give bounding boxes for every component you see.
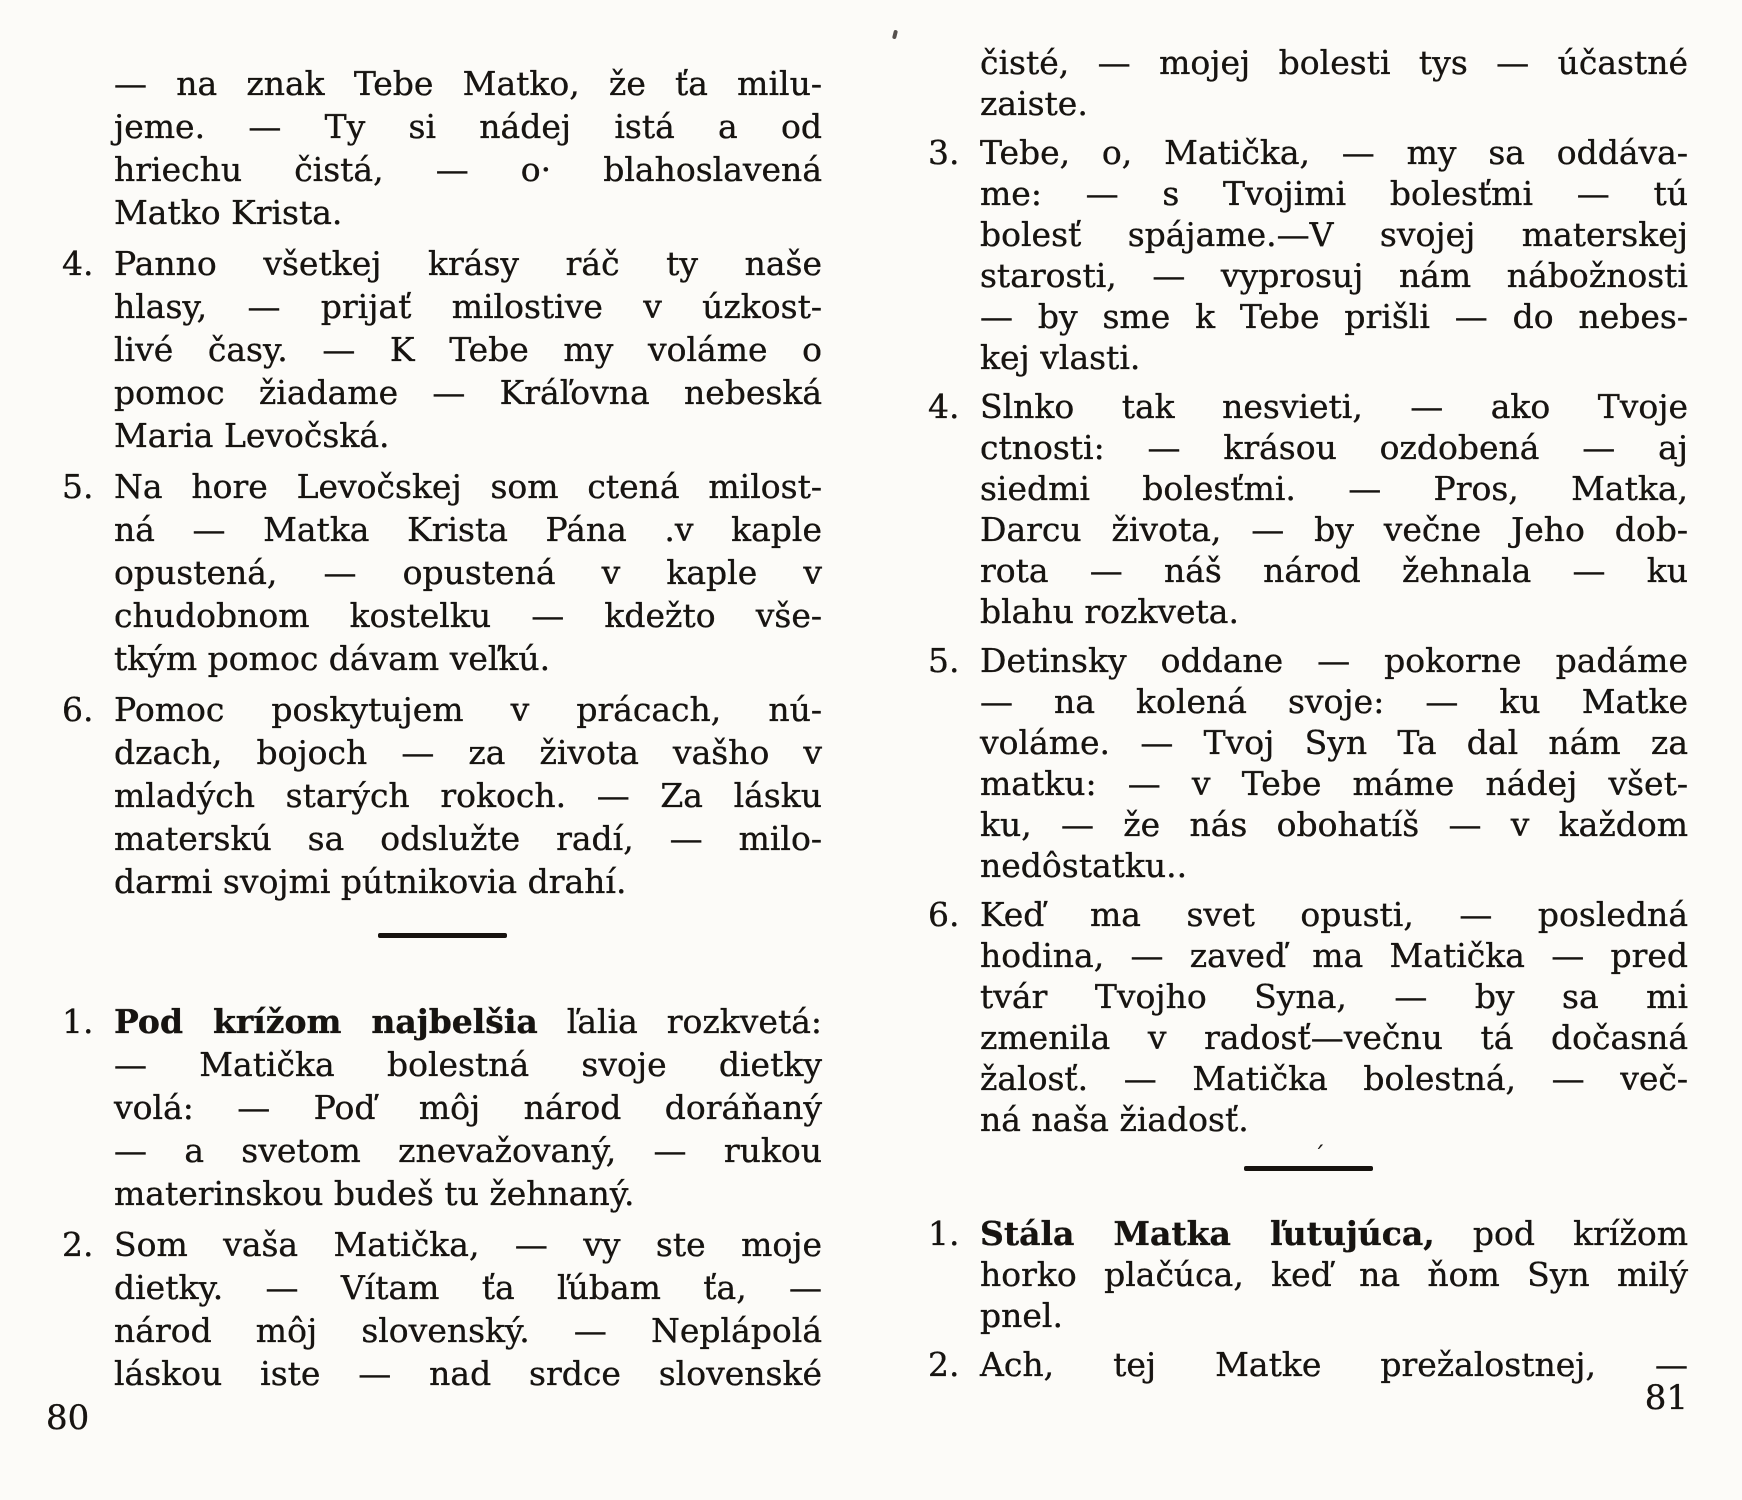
text-line: — a svetom znevažovaný, — rukou xyxy=(114,1131,822,1170)
text-line: blahu rozkveta. xyxy=(980,592,1239,631)
text-line: rota — náš národ žehnala — ku xyxy=(980,551,1688,590)
text-line: zaiste. xyxy=(980,84,1088,123)
verse-number: 2. xyxy=(928,1345,960,1384)
verse-number: 4. xyxy=(62,244,94,283)
text-line: siedmi bolesťmi. — Pros, Matka, xyxy=(980,469,1688,508)
page-number-left: 80 xyxy=(46,1398,90,1438)
text-line: ctnosti: — krásou ozdobená — aj xyxy=(980,428,1688,467)
verse-number: 2. xyxy=(62,1225,94,1264)
text-line: dzach, bojoch — za života vašho v xyxy=(114,733,822,772)
text-line: livé časy. — K Tebe my voláme o xyxy=(114,330,822,369)
left-column xyxy=(62,62,822,1395)
verse-item xyxy=(928,132,1688,378)
text-line: mladých starých rokoch. — Za lásku xyxy=(114,776,822,815)
bold-incipit: Pod krížom najbelšia xyxy=(114,1002,538,1041)
verse-continuation xyxy=(928,42,1688,124)
text-line: hriechu čistá, — o· blahoslavená xyxy=(114,150,822,189)
text-line: darmi svojmi pútnikovia drahí. xyxy=(114,862,627,901)
text-line: hodina, — zaveď ma Matička — pred xyxy=(980,936,1688,975)
verse-item xyxy=(928,1344,1688,1385)
verse-item xyxy=(62,242,822,457)
text-line: starosti, — vyprosuj nám nábožnosti xyxy=(980,256,1688,295)
text-line: opustená, — opustená v kaple v xyxy=(114,553,822,592)
text-line: bolesť spájame.—V svojej materskej xyxy=(980,215,1688,254)
text-line: Detinsky oddane — pokorne padáme xyxy=(980,641,1688,680)
verse-number: 1. xyxy=(928,1214,960,1253)
section-divider-rule xyxy=(378,933,507,938)
text-line: Slnko tak nesvieti, — ako Tvoje xyxy=(980,387,1688,426)
verse-number: 5. xyxy=(928,641,960,680)
text-line: — by sme k Tebe prišli — do nebes- xyxy=(980,297,1688,336)
verse-item xyxy=(62,465,822,680)
text-line: Panno všetkej krásy ráč ty naše xyxy=(114,244,822,283)
text-line: tkým pomoc dávam veľkú. xyxy=(114,639,551,678)
verse-item xyxy=(928,386,1688,632)
text-line: materskú sa odslužte radí, — milo- xyxy=(114,819,822,858)
text-line: ku, — že nás obohatíš — v každom xyxy=(980,805,1688,844)
text-line: žalosť. — Matička bolestná, — več- xyxy=(980,1059,1688,1098)
text-line: ná naša žiadosť. xyxy=(980,1100,1249,1139)
text-line xyxy=(980,1213,1688,1254)
text-line: dietky. — Vítam ťa ľúbam ťa, — xyxy=(114,1268,822,1307)
text-line: kej vlasti. xyxy=(980,338,1141,377)
section-divider-rule xyxy=(1244,1142,1373,1171)
verse-number: 4. xyxy=(928,387,960,426)
verse-continuation xyxy=(62,62,822,234)
text-line: matku: — v Tebe máme nádej všet- xyxy=(980,764,1688,803)
text-line: národ môj slovenský. — Neplápolá xyxy=(114,1311,822,1350)
text-line: — na kolená svoje: — ku Matke xyxy=(980,682,1688,721)
page-number-right: 81 xyxy=(1644,1378,1688,1418)
text-line: zmenila v radosť—večnu tá dočasná xyxy=(980,1018,1688,1057)
verse-item xyxy=(62,688,822,903)
text-line: Darcu života, — by večne Jeho dob- xyxy=(980,510,1688,549)
line-rest: pod krížom xyxy=(1434,1214,1689,1253)
verse-item xyxy=(62,1223,822,1395)
text-line: čisté, — mojej bolesti tys — účastné xyxy=(980,43,1688,82)
right-column xyxy=(928,42,1688,1385)
ink-speck xyxy=(892,30,898,40)
verse-number: 3. xyxy=(928,133,960,172)
text-line: ná — Matka Krista Pána .v kaple xyxy=(114,510,822,549)
text-line: Pomoc poskytujem v prácach, nú- xyxy=(114,690,822,729)
text-line: nedôstatku.. xyxy=(980,846,1188,885)
text-line: Matko Krista. xyxy=(114,193,343,232)
text-line: me: — s Tvojimi bolesťmi — tú xyxy=(980,174,1688,213)
text-line: láskou iste — nad srdce slovenské xyxy=(114,1354,822,1393)
text-line: — na znak Tebe Matko, že ťa milu- xyxy=(114,64,822,103)
bold-incipit: Stála Matka ľutujúca, xyxy=(980,1214,1435,1253)
text-line: hlasy, — prijať milostive v úzkost- xyxy=(114,287,822,326)
text-line: Tebe, o, Matička, — my sa oddáva- xyxy=(980,133,1688,172)
text-line: horko plačúca, keď na ňom Syn milý xyxy=(980,1255,1688,1294)
verse-number: 6. xyxy=(62,690,94,729)
text-line: Som vaša Matička, — vy ste moje xyxy=(114,1225,822,1264)
verse-item xyxy=(62,1000,822,1215)
text-line: Ach, tej Matke prežalostnej, — xyxy=(980,1345,1688,1384)
verse-item xyxy=(928,894,1688,1140)
text-line: materinskou budeš tu žehnaný. xyxy=(114,1174,635,1213)
text-line: pomoc žiadame — Kráľovna nebeská xyxy=(114,373,822,412)
text-line: Maria Levočská. xyxy=(114,416,390,455)
text-line: chudobnom kostelku — kdežto vše- xyxy=(114,596,822,635)
text-line: voláme. — Tvoj Syn Ta dal nám za xyxy=(980,723,1688,762)
text-line: tvár Tvojho Syna, — by sa mi xyxy=(980,977,1688,1016)
text-line: pnel. xyxy=(980,1296,1063,1335)
verse-number: 6. xyxy=(928,895,960,934)
verse-number: 5. xyxy=(62,467,94,506)
divider-accent-mark: ´ xyxy=(1313,1142,1326,1170)
verse-number: 1. xyxy=(62,1002,94,1041)
text-line: jeme. — Ty si nádej istá a od xyxy=(114,107,822,146)
line-rest: ľalia rozkvetá: xyxy=(537,1002,822,1041)
text-line: volá: — Poď môj národ doráňaný xyxy=(114,1088,822,1127)
verse-item xyxy=(928,1213,1688,1336)
text-line: — Matička bolestná svoje dietky xyxy=(114,1045,822,1084)
text-line xyxy=(114,1000,822,1043)
text-line: Na hore Levočskej som ctená milost- xyxy=(114,467,822,506)
verse-item xyxy=(928,640,1688,886)
text-line: Keď ma svet opusti, — posledná xyxy=(980,895,1688,934)
